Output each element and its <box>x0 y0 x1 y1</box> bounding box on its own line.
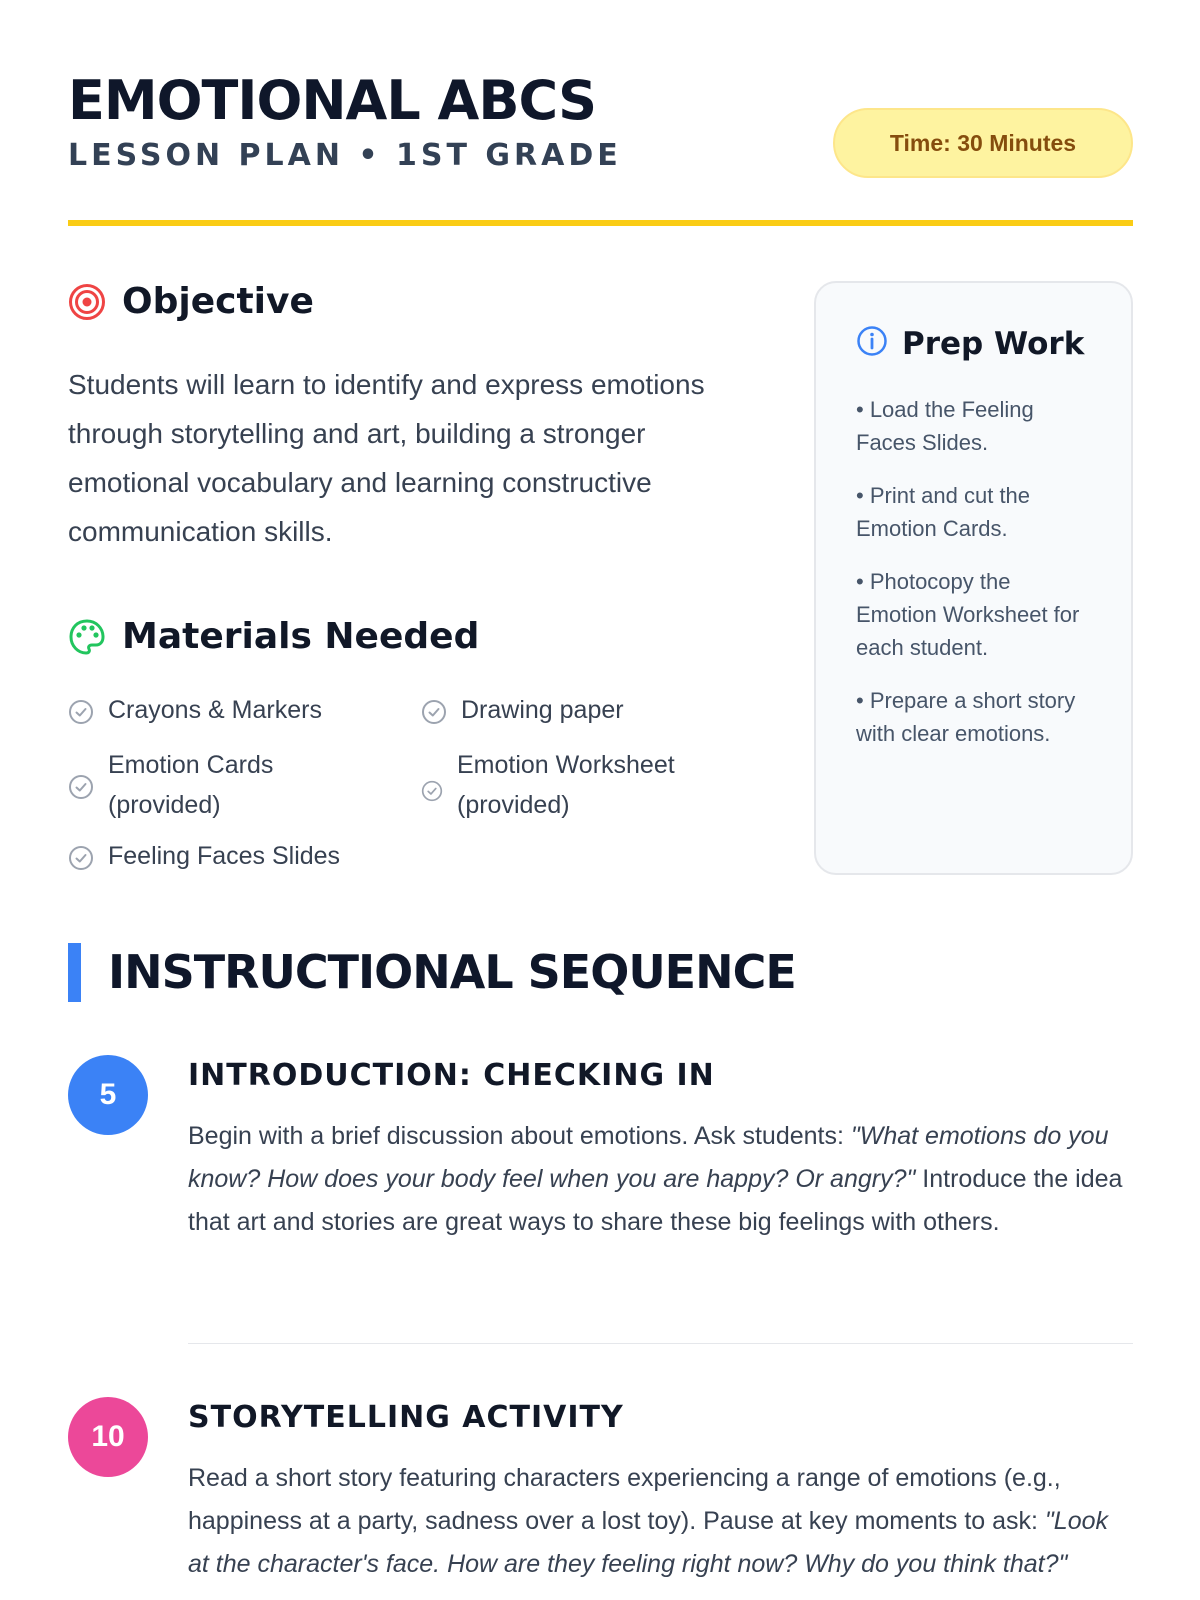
materials-heading-label: Materials Needed <box>122 616 480 657</box>
step-divider <box>188 1343 1133 1344</box>
sequence-heading: INSTRUCTIONAL SEQUENCE <box>108 945 796 999</box>
material-item <box>68 690 322 730</box>
objective-text: Students will learn to identify and express emotions through storytelling and art, building a stronger emotional vocabulary and learning constructive communication skills. <box>68 369 705 547</box>
prep-item: • Load the Feeling Faces Slides. <box>856 397 1034 455</box>
step-quote: "Look at the character's face. How are they feeling right now? Why do you think that?" <box>188 1507 1109 1578</box>
material-label: Feeling Faces Slides <box>108 842 341 870</box>
material-note: (provided) <box>108 791 221 819</box>
prep-work-heading <box>856 325 1084 362</box>
material-item <box>421 690 624 730</box>
prep-item: • Print and cut the Emotion Cards. <box>856 483 1031 541</box>
prep-work-heading-label: Prep Work <box>902 325 1085 362</box>
lesson-plan-page <box>68 0 1133 1600</box>
material-label: Emotion Worksheet <box>457 751 675 779</box>
material-item <box>68 836 340 876</box>
material-label: Emotion Cards <box>108 751 274 779</box>
step-text: Read a short story featuring characters experiencing a range of emotions (e.g., happiness at a party, sadness over a lost toy). Pause at key moments to ask: <box>188 1464 1061 1535</box>
time-badge: Time: 30 Minutes <box>833 108 1133 178</box>
prep-item: • Photocopy the Emotion Worksheet for each student. <box>856 569 1080 660</box>
step-minutes-badge: 5 <box>68 1055 148 1135</box>
header-divider <box>68 220 1133 226</box>
prep-work-card <box>814 281 1133 875</box>
step-text: Introduce the idea that art and stories are great ways to share these big feelings with others. <box>188 1165 1123 1236</box>
check-circle-icon <box>68 772 94 798</box>
material-item <box>421 745 675 825</box>
step-text: Begin with a brief discussion about emotions. Ask students: <box>188 1122 851 1150</box>
target-icon <box>68 283 106 321</box>
check-circle-icon <box>421 697 447 723</box>
material-note: (provided) <box>457 791 570 819</box>
check-circle-icon <box>68 843 94 869</box>
page-subtitle: LESSON PLAN • 1ST GRADE <box>68 138 622 173</box>
info-icon <box>856 325 888 362</box>
prep-work-list <box>856 393 1086 770</box>
palette-icon <box>68 618 106 656</box>
page-title: EMOTIONAL ABCS <box>68 69 597 132</box>
objective-heading <box>68 281 314 322</box>
material-item <box>68 745 273 825</box>
step-quote: "What emotions do you know? How does your body feel when you are happy? Or angry?" <box>188 1122 1109 1193</box>
step-description <box>188 1457 1133 1586</box>
step-minutes-badge: 10 <box>68 1397 148 1477</box>
step-title: INTRODUCTION: CHECKING IN <box>188 1058 715 1093</box>
sequence-accent-bar <box>68 943 81 1002</box>
check-circle-icon <box>421 774 443 796</box>
material-label: Crayons & Markers <box>108 696 322 724</box>
prep-item: • Prepare a short story with clear emotions. <box>856 688 1076 746</box>
materials-heading <box>68 616 479 657</box>
check-circle-icon <box>68 697 94 723</box>
step-description <box>188 1115 1133 1244</box>
step-title: STORYTELLING ACTIVITY <box>188 1400 624 1435</box>
material-label: Drawing paper <box>461 696 624 724</box>
objective-heading-label: Objective <box>122 281 314 322</box>
